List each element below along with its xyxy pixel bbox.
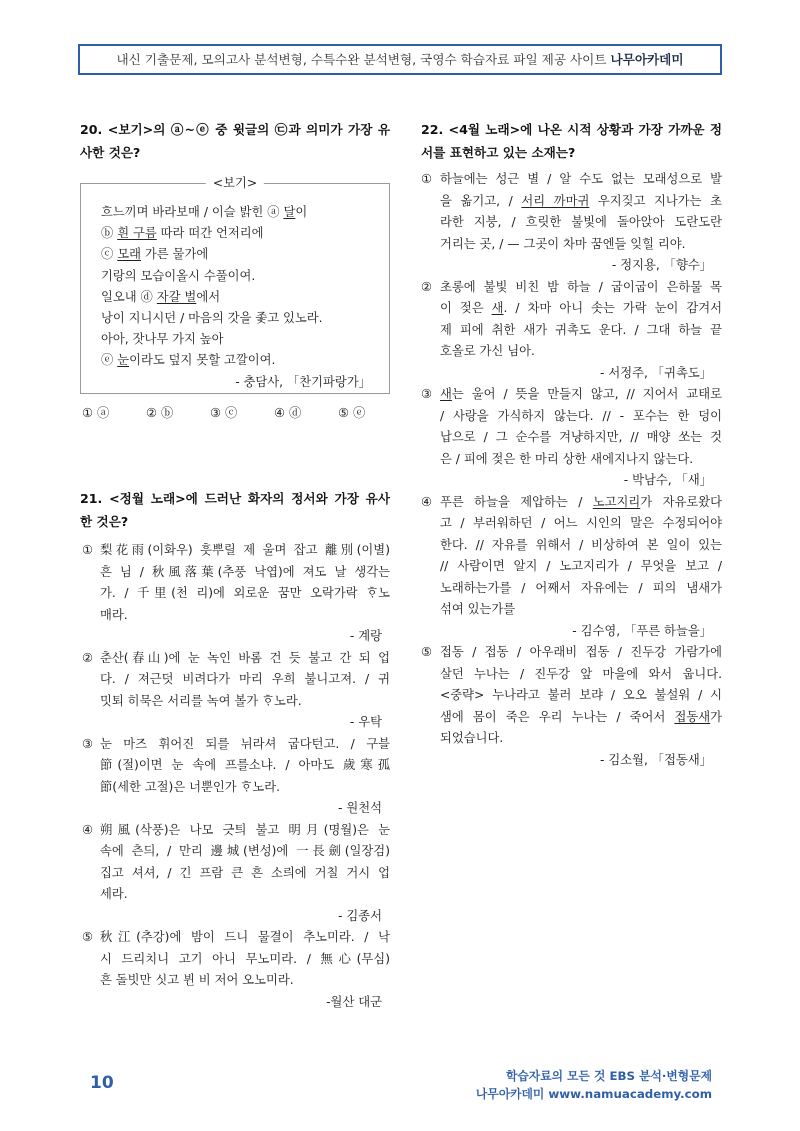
question-title-line: 22. <4월 노래>에 나온 시적 상황과 가장 가까운 정 — [421, 121, 722, 137]
choice-line: 매라. — [100, 607, 128, 622]
option-number: ⑤ — [338, 406, 350, 420]
line-text: 아아, 잣나무 가지 높아 — [101, 332, 224, 347]
question-title-line: 사한 것은? — [80, 144, 141, 160]
line-text: 제 피에 취한 새가 귀촉도 운다. / 그대 하늘 끝 — [440, 322, 722, 337]
poem-line — [101, 350, 371, 371]
line-text: / 사랑을 가식하지 않는다. // - 포수는 한 덩이 — [440, 408, 722, 423]
underlined-word: 자갈 벌 — [156, 289, 197, 304]
choice-line — [440, 707, 722, 729]
poem-line — [101, 308, 371, 329]
line-text: 호올로 가신 님아. — [440, 344, 535, 358]
choice-line — [440, 341, 722, 363]
choice-line: 흔 돌빗만 싯고 뷘 비 저어 오노미라. — [100, 973, 294, 987]
choice-source: - 김종서 — [338, 908, 382, 923]
choice-line — [440, 406, 722, 428]
line-text: ⓑ — [101, 226, 118, 241]
line-text: <중략> 누나라고 불러 보랴 / 오오 불설워 / 시 — [440, 688, 722, 702]
underlined-word: 접동새 — [674, 709, 711, 724]
choice-line — [440, 212, 722, 234]
choice-source: - 서정주, 「귀촉도」 — [599, 365, 712, 380]
choice-line: 집고 셔셔, / 긴 프람 큰 흔 소릐에 거칠 거시 업 — [100, 865, 390, 880]
choice-line: 속에 츤듸, / 만리 邊城(변성)에 一長劍(일장검) — [100, 844, 390, 858]
choice-source: -월산 대군 — [326, 994, 382, 1009]
poem-line — [101, 287, 371, 308]
choice-line: 다. / 져근덧 비려다가 마리 우희 불니고져. / 귀 — [100, 672, 390, 686]
choice-number: ④ — [82, 822, 94, 837]
line-text: . / 차마 아니 솟는 가락 눈이 감겨서 — [503, 301, 722, 315]
choice-number: ① — [421, 172, 433, 186]
option-5 — [338, 403, 402, 425]
choice-line — [440, 535, 722, 557]
choice-line — [440, 427, 722, 449]
question-21-title — [80, 487, 390, 533]
choice-source: - 원천석 — [338, 801, 382, 815]
choice-number: ③ — [421, 387, 433, 401]
choice-line: 흔 님 / 秋風落葉(추풍 낙엽)에 져도 날 생각는 — [100, 564, 390, 579]
choice-line: 節(절)이면 눈 속에 프를소냐. / 아마도 歲寒孤 — [100, 758, 390, 772]
line-text: 일오내 ⓓ — [101, 289, 157, 304]
q22-choice-4 — [421, 492, 722, 643]
underlined-word: 새 — [440, 387, 452, 401]
choice-line — [440, 728, 722, 750]
line-text: 가른 물가에 — [140, 247, 209, 262]
q22-choice-3 — [421, 384, 722, 492]
option-number: ③ — [210, 406, 222, 420]
page-number: 10 — [90, 1073, 114, 1093]
choice-line: 밋퇴 히묵은 서리를 녹여 볼가 ᄒᆞ노라. — [100, 693, 302, 708]
choice-line — [440, 277, 722, 299]
choice-source: - 김소월, 「접동새」 — [599, 752, 712, 767]
line-text: ⓔ — [101, 353, 118, 368]
choice-source: - 김수영, 「푸른 하늘을」 — [572, 623, 712, 638]
poem-line — [101, 329, 371, 350]
line-text: 거리는 곳, / — 그곳이 차마 꿈엔들 잊힐 리야. — [440, 236, 686, 251]
q21-choice-5 — [82, 927, 390, 1013]
option-label: ⓑ — [160, 406, 174, 420]
choice-source: - 계랑 — [349, 629, 382, 643]
choice-line: 시 드리치니 고기 아니 무노미라. / 無心(무심) — [100, 951, 390, 966]
choice-line: 가. / 千里(천 리)에 외로운 꿈만 오락가락 ᄒᆞ노 — [100, 586, 390, 600]
site-banner — [78, 44, 722, 75]
line-text: 은 / 피에 젖은 한 마리 상한 새에지나지 않는다. — [440, 451, 694, 466]
q21-choice-2 — [82, 648, 390, 734]
line-text: 납으로 / 그 순수를 겨냥하지만, // 매양 쏘는 것 — [440, 430, 722, 444]
line-text: 우지짖고 지나가는 초 — [589, 193, 722, 208]
choice-line — [440, 298, 722, 320]
underlined-word: 눈 — [117, 353, 130, 368]
q21-choices — [82, 540, 390, 1013]
line-text: 이 젖은 — [440, 301, 492, 315]
footer-tagline: 학습자료의 모든 것 EBS 분석·변형문제 — [506, 1069, 712, 1083]
choice-line — [440, 492, 722, 514]
line-text: 이라도 덮지 못할 고깔이여. — [129, 353, 276, 368]
question-title-line: 서를 표현하고 있는 소재는? — [421, 144, 576, 160]
option-number: ① — [82, 406, 94, 420]
line-text: 낭이 지니시던 / 마음의 갓을 좇고 있노라. — [101, 310, 323, 325]
underlined-word: 서리 까마귀 — [521, 193, 590, 208]
line-text: 한다. // 자유를 위해서 / 비상하여 본 일이 있는 — [440, 537, 722, 552]
poem-line — [101, 244, 371, 265]
banner-brand: 나무아카데미 — [610, 52, 684, 67]
line-text: 라한 지붕, / 흐릿한 불빛에 돌아앉아 도란도란 — [440, 215, 722, 229]
option-number: ④ — [274, 406, 286, 420]
choice-line: 秋江(추강)에 밤이 드니 물결이 추노미라. / 낙 — [100, 930, 390, 944]
choice-line — [440, 449, 722, 471]
line-text: 고 / 부러워하던 / 어느 시인의 말은 수정되어야 — [440, 516, 722, 530]
q22-choice-5 — [421, 642, 722, 771]
choice-line: 세라. — [100, 887, 128, 901]
line-text: 섞여 있는가를 — [440, 602, 516, 616]
choice-line: 눈 마즈 휘어진 되를 뉘라셔 굽다턴고. / 구블 — [100, 736, 390, 751]
choice-line — [440, 169, 722, 191]
question-20-title — [80, 118, 390, 164]
option-label: ⓔ — [352, 406, 366, 420]
line-text: 기랑의 모습이올시 수풀이여. — [101, 268, 256, 283]
option-1 — [82, 403, 146, 425]
q21-choice-4 — [82, 820, 390, 928]
choice-line — [440, 642, 722, 664]
option-label: ⓓ — [288, 406, 302, 420]
option-3 — [210, 403, 274, 425]
poem-source: - 충담사, 「찬기파랑가」 — [235, 374, 371, 389]
choice-line — [440, 664, 722, 686]
line-text: 살던 누나는 / 진두강 앞 마을에 와서 웁니다. — [440, 666, 722, 681]
underlined-word: 달 — [283, 205, 296, 219]
option-label: ⓒ — [224, 406, 238, 420]
choice-source: - 우탁 — [349, 715, 382, 729]
poem-line — [101, 223, 371, 244]
question-title-line: 21. <정월 노래>에 드러난 화자의 정서와 가장 유사 — [80, 490, 390, 506]
line-text: // 사람이면 알지 / 노고지리가 / 무엇을 보고 / — [440, 559, 722, 573]
choice-number: ④ — [421, 494, 433, 509]
underlined-word: 흰 구름 — [117, 226, 157, 241]
q22-choices — [421, 169, 722, 771]
line-text: 가 — [710, 709, 722, 724]
choice-line — [440, 320, 722, 342]
line-text: 흐느끼며 바라보매 / 이슬 밝힌 ⓐ — [101, 205, 284, 219]
q21-choice-3 — [82, 734, 390, 820]
q22-choice-1 — [421, 169, 722, 277]
line-text: 가 자유로왔다 — [640, 494, 722, 509]
line-text: 는 울어 / 뜻을 만들지 않고, // 지어서 교태로 — [451, 387, 722, 401]
line-text: 푸른 하늘을 제압하는 / — [440, 494, 593, 509]
option-number: ② — [146, 406, 158, 420]
line-text: 을 옮기고, / — [440, 193, 522, 208]
choice-line: 朔風(삭풍)은 나모 긋틔 불고 明月(명월)은 눈 — [100, 822, 390, 837]
bogi-poem — [101, 202, 371, 393]
poem-line — [101, 266, 371, 287]
question-22-title — [421, 118, 722, 164]
q20-options — [82, 403, 402, 425]
choice-line: 춘산(春山)에 눈 녹인 바롬 건 듯 불고 간 되 업 — [100, 650, 390, 665]
choice-line — [440, 513, 722, 535]
line-text: 접동 / 접동 / 아우래비 접동 / 진두강 가람가에 — [440, 645, 722, 659]
option-2 — [146, 403, 210, 425]
line-text: 이 — [295, 205, 308, 219]
underlined-word: 노고지리 — [592, 494, 641, 509]
poem-line — [101, 202, 371, 223]
choice-number: ⑤ — [421, 645, 433, 659]
choice-number: ③ — [82, 736, 94, 751]
bogi-label: <보기> — [206, 175, 264, 192]
choice-line — [440, 556, 722, 578]
line-text: 초롱에 불빛 비친 밤 하늘 / 굽이굽이 은하물 목 — [440, 279, 722, 294]
choice-source: - 정지용, 「향수」 — [611, 258, 712, 272]
choice-number: ⑤ — [82, 930, 94, 944]
choice-number: ② — [421, 279, 433, 294]
option-label: ⓐ — [96, 406, 110, 420]
choice-line — [440, 384, 722, 406]
choice-line: 節(세한 고절)은 너뿐인가 ᄒᆞ노라. — [100, 779, 281, 794]
choice-source: - 박남수, 「새」 — [623, 473, 712, 487]
bogi-box — [80, 176, 390, 394]
banner-text: 내신 기출문제, 모의고사 분석변형, 수특수완 분석변형, 국영수 학습자료 파일 제공 사이트 — [116, 52, 607, 67]
choice-line — [440, 234, 722, 256]
line-text: 따라 떠간 언저리에 — [156, 226, 264, 241]
choice-line — [440, 578, 722, 600]
q21-choice-1 — [82, 540, 390, 648]
choice-line — [440, 599, 722, 621]
underlined-word: 모래 — [117, 247, 141, 262]
line-text: 샘에 몸이 죽은 우리 누나는 / 죽어서 — [440, 709, 675, 724]
choice-line — [440, 191, 722, 213]
line-text: 되었습니다. — [440, 731, 504, 745]
line-text: 하늘에는 성근 별 / 알 수도 없는 모래성으로 발 — [440, 172, 722, 186]
choice-number: ② — [82, 650, 94, 665]
footer-site: 나무아카데미 www.namuacademy.com — [475, 1087, 712, 1101]
choice-line: 梨花雨(이화우) 흣뿌릴 제 울며 잡고 離別(이별) — [100, 543, 390, 557]
line-text: 에서 — [196, 289, 221, 304]
footer-promo — [476, 1067, 712, 1103]
question-title-line: 20. <보기>의 ⓐ~ⓔ 중 윗글의 ㉢과 의미가 가장 유 — [80, 121, 390, 137]
line-text: ⓒ — [101, 247, 118, 262]
choice-line — [440, 685, 722, 707]
option-4 — [274, 403, 338, 425]
line-text: 노래하는가를 / 어째서 자유에는 / 피의 냄새가 — [440, 580, 722, 595]
question-title-line: 한 것은? — [80, 513, 129, 529]
choice-number: ① — [82, 543, 94, 557]
underlined-word: 새 — [491, 301, 504, 315]
q22-choice-2 — [421, 277, 722, 385]
